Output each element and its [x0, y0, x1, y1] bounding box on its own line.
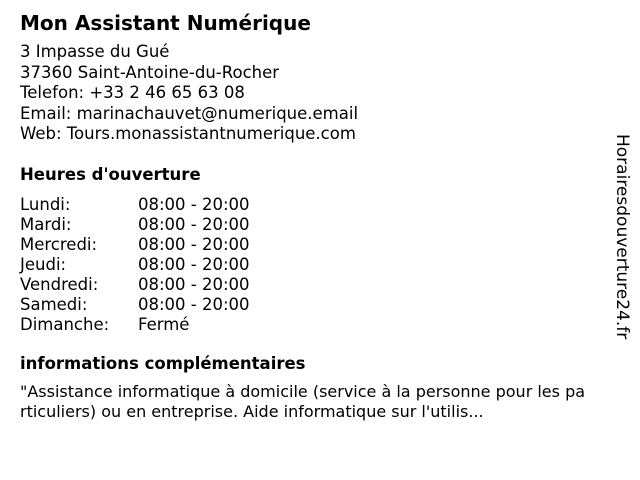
phone-number: Telefon: +33 2 46 65 63 08 — [20, 83, 245, 102]
day-hours: 08:00 - 20:00 — [138, 194, 250, 214]
hours-row-sunday — [20, 315, 600, 335]
day-label: Vendredi: — [20, 274, 99, 294]
day-label: Mercredi: — [20, 234, 98, 254]
site-watermark: Horairesdouverture24.fr — [612, 134, 632, 340]
day-label: Samedi: — [20, 294, 88, 314]
day-label: Mardi: — [20, 214, 72, 234]
day-hours: 08:00 - 20:00 — [138, 234, 250, 254]
day-hours: 08:00 - 20:00 — [138, 214, 250, 234]
day-hours: 08:00 - 20:00 — [138, 274, 250, 294]
business-name: Mon Assistant Numérique — [20, 11, 311, 35]
hours-row-monday — [20, 195, 600, 215]
hours-row-tuesday — [20, 215, 600, 235]
hours-row-friday — [20, 275, 600, 295]
day-hours: Fermé — [138, 314, 190, 334]
opening-hours-heading: Heures d'ouverture — [20, 164, 201, 184]
day-hours: 08:00 - 20:00 — [138, 254, 250, 274]
hours-row-wednesday — [20, 235, 600, 255]
day-label: Jeudi: — [20, 254, 67, 274]
hours-row-saturday — [20, 295, 600, 315]
address-city: 37360 Saint-Antoine-du-Rocher — [20, 62, 280, 82]
business-card — [20, 10, 600, 423]
website: Web: Tours.monassistantnumerique.com — [20, 124, 356, 143]
email-address: Email: marinachauvet@numerique.email — [20, 103, 359, 123]
additional-info-text: "Assistance informatique à domicile (service à la personne pour les particuliers) ou en entreprise. Aide informatique sur l'utilis... — [20, 381, 586, 421]
day-hours: 08:00 - 20:00 — [138, 294, 250, 314]
day-label: Dimanche: — [20, 314, 110, 334]
hours-row-thursday — [20, 255, 600, 275]
additional-info-heading: informations complémentaires — [20, 353, 306, 373]
address-street: 3 Impasse du Gué — [20, 42, 170, 61]
day-label: Lundi: — [20, 194, 71, 214]
opening-hours-table — [20, 195, 600, 335]
